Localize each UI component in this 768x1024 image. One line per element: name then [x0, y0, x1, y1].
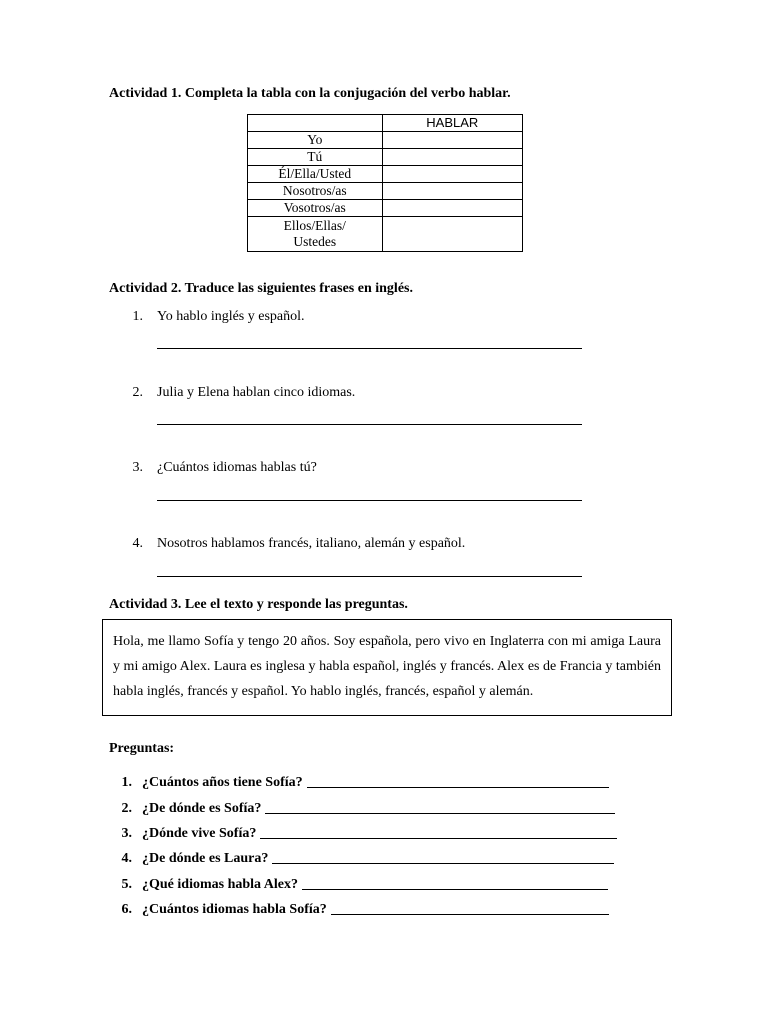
reading-passage: Hola, me llamo Sofía y tengo 20 años. Soy española, pero vivo en Inglaterra con mi amiga Laura y mi amigo Alex. Laura es inglesa y habla español, inglés y francés. Alex es de Francia y también habla inglés, francés y español. Yo hablo inglés, francés, español y alemán.	[102, 619, 672, 716]
answer-cell[interactable]	[382, 200, 522, 217]
table-row	[248, 200, 523, 217]
table-row	[248, 217, 523, 252]
question-number: 5.	[121, 877, 132, 892]
item-number: 1.	[132, 309, 143, 324]
answer-cell[interactable]	[382, 166, 522, 183]
table-row	[248, 132, 523, 149]
answer-line[interactable]	[331, 914, 609, 915]
question-row	[112, 801, 615, 817]
translation-sentence: ¿Cuántos idiomas hablas tú?	[157, 460, 317, 475]
question-text: ¿Dónde vive Sofía?	[142, 826, 257, 841]
question-text: ¿Cuántos idiomas habla Sofía?	[142, 902, 327, 917]
answer-line[interactable]	[302, 889, 608, 890]
activity-1-heading: Actividad 1. Completa la tabla con la conjugación del verbo hablar.	[109, 86, 511, 101]
question-row	[112, 877, 608, 893]
item-number: 2.	[132, 385, 143, 400]
question-number: 3.	[121, 826, 132, 841]
translation-sentence: Julia y Elena hablan cinco idiomas.	[157, 385, 356, 400]
table-row	[248, 149, 523, 166]
question-row	[112, 826, 617, 842]
table-header-hablar: HABLAR	[382, 115, 522, 132]
activity-2-heading: Actividad 2. Traduce las siguientes frases en inglés.	[109, 281, 413, 296]
pronoun-cell-multiline	[248, 217, 383, 252]
answer-line[interactable]	[272, 863, 614, 864]
answer-line[interactable]	[157, 500, 582, 501]
pronoun-line: Ellos/Ellas/	[283, 218, 346, 233]
answer-line[interactable]	[157, 576, 582, 577]
question-number: 2.	[121, 801, 132, 816]
pronoun-line: Ustedes	[293, 234, 337, 249]
pronoun-cell: Nosotros/as	[248, 183, 383, 200]
table-row	[248, 166, 523, 183]
question-number: 6.	[121, 902, 132, 917]
pronoun-cell: Él/Ella/Usted	[248, 166, 383, 183]
translation-sentence: Nosotros hablamos francés, italiano, alemán y español.	[157, 536, 466, 551]
translation-sentence: Yo hablo inglés y español.	[157, 309, 305, 324]
question-text: ¿Cuántos años tiene Sofía?	[142, 775, 303, 790]
table-corner-cell	[248, 115, 383, 132]
pronoun-cell: Yo	[248, 132, 383, 149]
question-row	[112, 775, 609, 791]
conjugation-table	[247, 114, 523, 252]
answer-line[interactable]	[157, 348, 582, 349]
questions-heading: Preguntas:	[109, 741, 175, 756]
table-row	[248, 183, 523, 200]
item-number: 3.	[132, 460, 143, 475]
question-text: ¿De dónde es Laura?	[142, 851, 269, 866]
answer-line[interactable]	[307, 787, 609, 788]
answer-cell[interactable]	[382, 183, 522, 200]
answer-line[interactable]	[260, 838, 617, 839]
question-number: 1.	[121, 775, 132, 790]
pronoun-cell: Vosotros/as	[248, 200, 383, 217]
question-number: 4.	[121, 851, 132, 866]
question-row	[112, 851, 614, 867]
question-text: ¿Qué idiomas habla Alex?	[142, 877, 298, 892]
answer-cell[interactable]	[382, 217, 522, 252]
answer-line[interactable]	[157, 424, 582, 425]
question-text: ¿De dónde es Sofía?	[142, 801, 262, 816]
answer-cell[interactable]	[382, 149, 522, 166]
answer-cell[interactable]	[382, 132, 522, 149]
question-row	[112, 902, 609, 918]
table-header-row	[248, 115, 523, 132]
item-number: 4.	[132, 536, 143, 551]
pronoun-cell: Tú	[248, 149, 383, 166]
answer-line[interactable]	[265, 813, 615, 814]
activity-3-heading: Actividad 3. Lee el texto y responde las preguntas.	[109, 597, 408, 612]
